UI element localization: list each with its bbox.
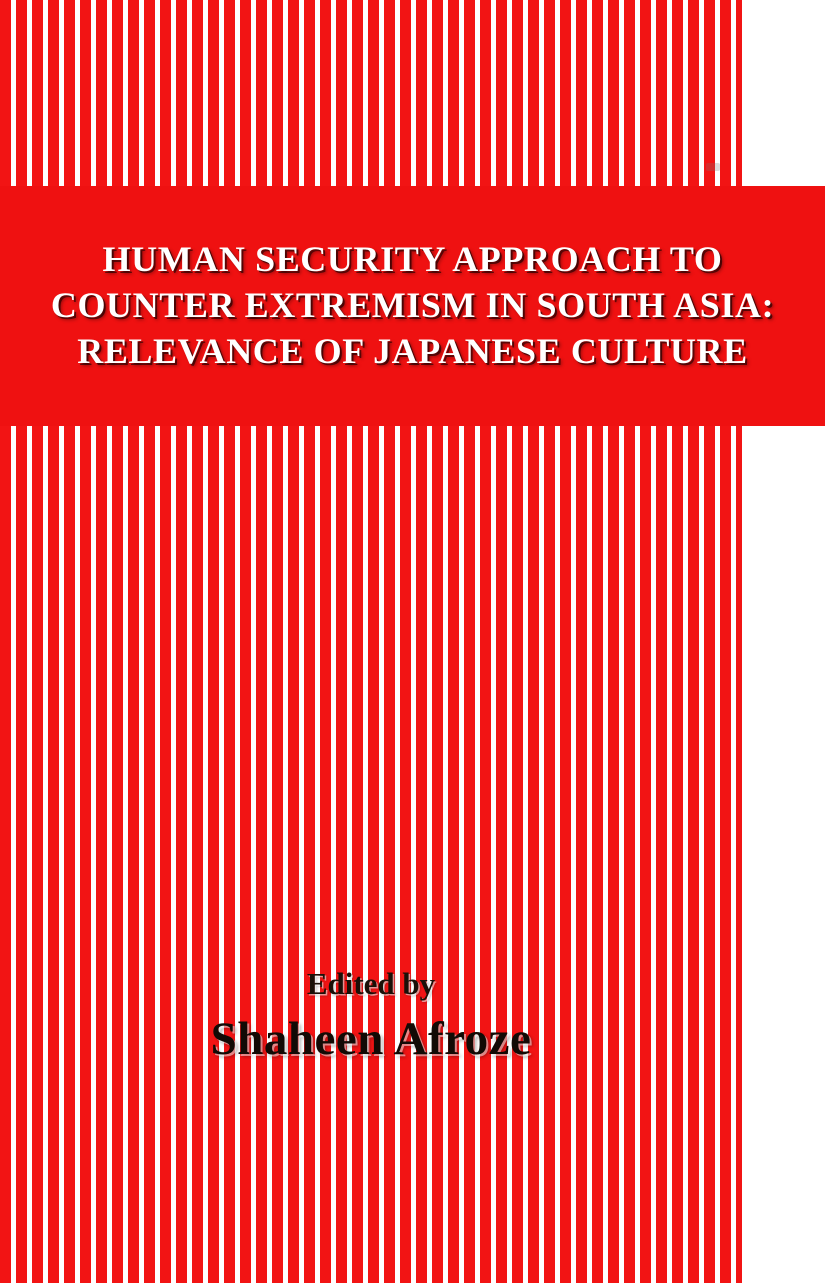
title-block xyxy=(0,237,825,374)
title-line-2: COUNTER EXTREMISM IN SOUTH ASIA: xyxy=(50,285,775,326)
edited-by-label: Edited by xyxy=(306,966,436,1001)
title-line-1: HUMAN SECURITY APPROACH TO xyxy=(102,239,723,280)
title-banner xyxy=(0,186,825,426)
title-line-3: RELEVANCE OF JAPANESE CULTURE xyxy=(77,330,748,371)
editor-name: Shaheen Afroze xyxy=(210,1013,532,1066)
editor-credit xyxy=(0,965,742,1066)
print-speck xyxy=(706,163,720,171)
